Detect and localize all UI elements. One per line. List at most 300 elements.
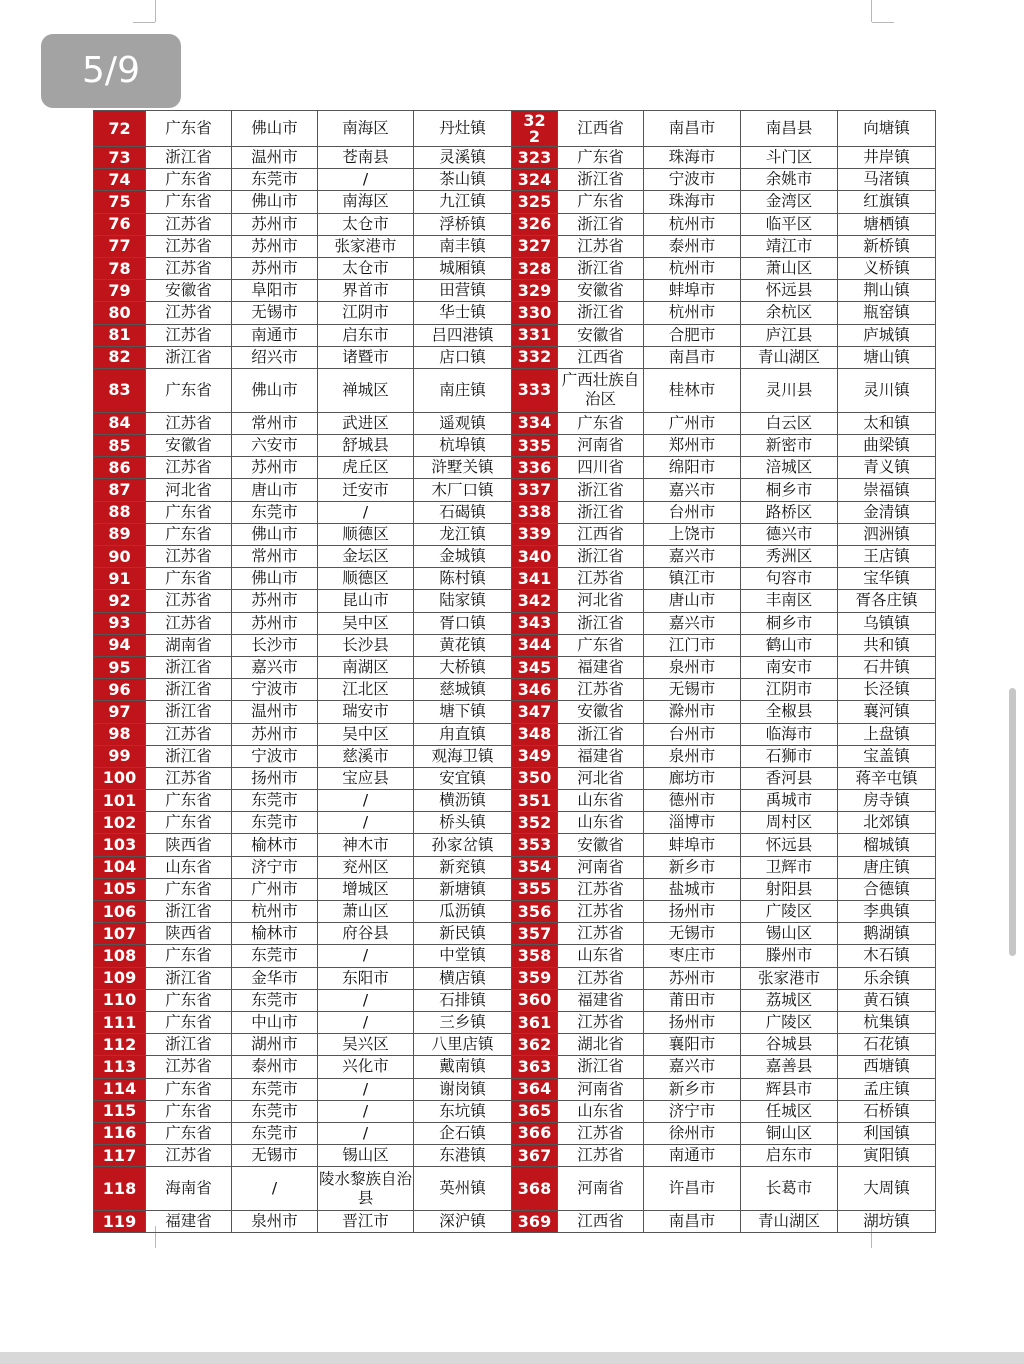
left-city-cell: 苏州市 [232,612,318,634]
right-town-cell: 宝华镇 [838,568,936,590]
left-district-cell: 金坛区 [318,546,414,568]
right-district-cell: 怀远县 [741,834,838,856]
left-town-cell: 遥观镇 [414,412,512,434]
left-city-cell: 济宁市 [232,856,318,878]
right-district-cell: 余姚市 [741,169,838,191]
left-city-cell: 苏州市 [232,457,318,479]
left-district-cell: 东阳市 [318,967,414,989]
right-city-cell: 珠海市 [644,191,741,213]
left-number-cell: 114 [94,1078,146,1100]
left-city-cell: 广州市 [232,878,318,900]
left-town-cell: 东港镇 [414,1145,512,1167]
right-province-cell: 安徽省 [558,701,644,723]
left-town-cell: 黄花镇 [414,634,512,656]
left-district-cell: 界首市 [318,280,414,302]
left-province-cell: 江苏省 [146,723,232,745]
right-city-cell: 桂林市 [644,368,741,412]
right-city-cell: 台州市 [644,501,741,523]
left-district-cell: / [318,812,414,834]
left-town-cell: 桥头镇 [414,812,512,834]
left-town-cell: 胥口镇 [414,612,512,634]
left-town-cell: 丹灶镇 [414,111,512,147]
right-number-cell: 364 [512,1078,558,1100]
right-city-cell: 郑州市 [644,435,741,457]
left-city-cell: 苏州市 [232,590,318,612]
right-number-cell: 340 [512,546,558,568]
right-town-cell: 西塘镇 [838,1056,936,1078]
left-province-cell: 江苏省 [146,546,232,568]
right-city-cell: 泉州市 [644,745,741,767]
left-district-cell: / [318,501,414,523]
table-row [94,1211,936,1233]
page-indicator: 5/9 [41,34,181,108]
left-number-cell: 79 [94,280,146,302]
right-number-cell: 331 [512,324,558,346]
right-city-cell: 莆田市 [644,989,741,1011]
left-number-cell: 88 [94,501,146,523]
left-city-cell: / [232,1167,318,1211]
right-number-cell: 368 [512,1167,558,1211]
right-province-cell: 浙江省 [558,479,644,501]
right-province-cell: 安徽省 [558,324,644,346]
left-province-cell: 陕西省 [146,923,232,945]
right-number-cell: 341 [512,568,558,590]
left-district-cell: 吴中区 [318,723,414,745]
right-town-cell: 石桥镇 [838,1100,936,1122]
right-city-cell: 廊坊市 [644,767,741,789]
left-town-cell: 八里店镇 [414,1034,512,1056]
right-province-cell: 山东省 [558,812,644,834]
left-number-cell: 106 [94,901,146,923]
left-city-cell: 东莞市 [232,169,318,191]
left-city-cell: 金华市 [232,967,318,989]
right-district-cell: 庐江县 [741,324,838,346]
right-district-cell: 锡山区 [741,923,838,945]
left-province-cell: 江苏省 [146,257,232,279]
right-district-cell: 新密市 [741,435,838,457]
left-town-cell: 九江镇 [414,191,512,213]
right-district-cell: 桐乡市 [741,612,838,634]
right-city-cell: 苏州市 [644,967,741,989]
right-district-cell: 金湾区 [741,191,838,213]
left-number-cell: 101 [94,790,146,812]
right-number-cell: 361 [512,1011,558,1033]
right-number-cell: 354 [512,856,558,878]
table-row [94,501,936,523]
right-district-cell: 鹤山市 [741,634,838,656]
left-number-cell: 100 [94,767,146,789]
right-number-cell: 363 [512,1056,558,1078]
right-province-cell: 广东省 [558,412,644,434]
left-city-cell: 泰州市 [232,1056,318,1078]
left-district-cell: 吴中区 [318,612,414,634]
left-number-cell: 110 [94,989,146,1011]
left-town-cell: 陈村镇 [414,568,512,590]
left-province-cell: 江苏省 [146,767,232,789]
table-row [94,546,936,568]
left-town-cell: 塘下镇 [414,701,512,723]
left-number-cell: 75 [94,191,146,213]
right-province-cell: 福建省 [558,989,644,1011]
left-city-cell: 佛山市 [232,568,318,590]
right-number-cell: 366 [512,1122,558,1144]
right-province-cell: 湖北省 [558,1034,644,1056]
right-town-cell: 宝盖镇 [838,745,936,767]
right-town-cell: 大周镇 [838,1167,936,1211]
right-district-cell: 嘉善县 [741,1056,838,1078]
left-number-cell: 92 [94,590,146,612]
left-number-cell: 116 [94,1122,146,1144]
right-province-cell: 浙江省 [558,257,644,279]
left-district-cell: 长沙县 [318,634,414,656]
right-province-cell: 山东省 [558,945,644,967]
left-district-cell: / [318,169,414,191]
left-province-cell: 江苏省 [146,213,232,235]
left-number-cell: 103 [94,834,146,856]
left-city-cell: 绍兴市 [232,346,318,368]
left-number-cell: 96 [94,679,146,701]
right-city-cell: 泰州市 [644,235,741,257]
right-town-cell: 红旗镇 [838,191,936,213]
right-number-cell: 359 [512,967,558,989]
left-number-cell: 117 [94,1145,146,1167]
table-row [94,213,936,235]
right-city-cell: 镇江市 [644,568,741,590]
left-province-cell: 河北省 [146,479,232,501]
right-town-cell: 上盘镇 [838,723,936,745]
right-district-cell: 射阳县 [741,878,838,900]
right-province-cell: 江苏省 [558,901,644,923]
left-town-cell: 企石镇 [414,1122,512,1144]
left-province-cell: 广东省 [146,169,232,191]
table-row [94,790,936,812]
right-town-cell: 新桥镇 [838,235,936,257]
left-city-cell: 东莞市 [232,1078,318,1100]
left-number-cell: 77 [94,235,146,257]
left-district-cell: 锡山区 [318,1145,414,1167]
table-row [94,1056,936,1078]
right-number-cell: 353 [512,834,558,856]
left-province-cell: 浙江省 [146,679,232,701]
right-town-cell: 金清镇 [838,501,936,523]
left-district-cell: 萧山区 [318,901,414,923]
left-town-cell: 英州镇 [414,1167,512,1211]
left-town-cell: 安宜镇 [414,767,512,789]
left-town-cell: 龙江镇 [414,523,512,545]
left-city-cell: 泉州市 [232,1211,318,1233]
right-town-cell: 襄河镇 [838,701,936,723]
left-province-cell: 广东省 [146,1078,232,1100]
left-city-cell: 常州市 [232,412,318,434]
left-town-cell: 金城镇 [414,546,512,568]
left-province-cell: 浙江省 [146,901,232,923]
right-town-cell: 北郊镇 [838,812,936,834]
left-town-cell: 新兖镇 [414,856,512,878]
left-district-cell: 陵水黎族自治县 [318,1167,414,1211]
right-province-cell: 浙江省 [558,213,644,235]
left-city-cell: 东莞市 [232,989,318,1011]
right-city-cell: 无锡市 [644,679,741,701]
left-town-cell: 慈城镇 [414,679,512,701]
left-province-cell: 海南省 [146,1167,232,1211]
crop-mark-top-left-horizontal [133,22,155,23]
right-district-cell: 长葛市 [741,1167,838,1211]
right-town-cell: 青义镇 [838,457,936,479]
right-town-cell: 瓶窑镇 [838,302,936,324]
left-number-cell: 72 [94,111,146,147]
left-province-cell: 浙江省 [146,967,232,989]
left-city-cell: 东莞市 [232,812,318,834]
left-number-cell: 115 [94,1100,146,1122]
table-row [94,147,936,169]
table-row [94,1100,936,1122]
left-town-cell: 城厢镇 [414,257,512,279]
left-district-cell: 南湖区 [318,656,414,678]
right-number-cell: 335 [512,435,558,457]
table-row [94,435,936,457]
right-number-cell: 343 [512,612,558,634]
left-district-cell: 迁安市 [318,479,414,501]
left-province-cell: 浙江省 [146,701,232,723]
left-province-cell: 广东省 [146,1122,232,1144]
right-district-cell: 卫辉市 [741,856,838,878]
left-province-cell: 广东省 [146,523,232,545]
left-district-cell: 宝应县 [318,767,414,789]
right-province-cell: 浙江省 [558,546,644,568]
right-town-cell: 房寺镇 [838,790,936,812]
right-town-cell: 乌镇镇 [838,612,936,634]
right-province-cell: 安徽省 [558,280,644,302]
right-city-cell: 泉州市 [644,656,741,678]
left-town-cell: 中堂镇 [414,945,512,967]
right-city-cell: 滁州市 [644,701,741,723]
left-town-cell: 南丰镇 [414,235,512,257]
left-province-cell: 安徽省 [146,435,232,457]
left-number-cell: 108 [94,945,146,967]
crop-mark-top-right-horizontal [872,22,894,23]
right-city-cell: 扬州市 [644,901,741,923]
left-district-cell: 舒城县 [318,435,414,457]
table-body [94,111,936,1233]
left-district-cell: 苍南县 [318,147,414,169]
right-town-cell: 共和镇 [838,634,936,656]
right-town-cell: 湖坊镇 [838,1211,936,1233]
right-town-cell: 胥各庄镇 [838,590,936,612]
left-town-cell: 新塘镇 [414,878,512,900]
left-number-cell: 82 [94,346,146,368]
right-town-cell: 荆山镇 [838,280,936,302]
right-district-cell: 白云区 [741,412,838,434]
right-number-cell: 329 [512,280,558,302]
right-district-cell: 桐乡市 [741,479,838,501]
right-district-cell: 怀远县 [741,280,838,302]
right-city-cell: 唐山市 [644,590,741,612]
left-district-cell: / [318,1011,414,1033]
right-province-cell: 山东省 [558,1100,644,1122]
right-number-cell: 325 [512,191,558,213]
right-district-cell: 石狮市 [741,745,838,767]
left-number-cell: 81 [94,324,146,346]
left-city-cell: 六安市 [232,435,318,457]
right-district-cell: 青山湖区 [741,346,838,368]
left-city-cell: 苏州市 [232,723,318,745]
right-town-cell: 唐庄镇 [838,856,936,878]
right-province-cell: 福建省 [558,745,644,767]
right-city-cell: 德州市 [644,790,741,812]
right-number-cell: 358 [512,945,558,967]
left-district-cell: / [318,1078,414,1100]
left-city-cell: 阜阳市 [232,280,318,302]
right-province-cell: 河南省 [558,435,644,457]
right-city-cell: 南昌市 [644,1211,741,1233]
table-row [94,1122,936,1144]
right-district-cell: 禹城市 [741,790,838,812]
right-number-cell: 369 [512,1211,558,1233]
left-province-cell: 浙江省 [146,147,232,169]
right-town-cell: 鹅湖镇 [838,923,936,945]
left-district-cell: 顺德区 [318,523,414,545]
right-number-cell: 32 2 [512,111,558,147]
left-town-cell: 石排镇 [414,989,512,1011]
table-row [94,901,936,923]
right-city-cell: 无锡市 [644,923,741,945]
left-province-cell: 广东省 [146,111,232,147]
right-district-cell: 秀洲区 [741,546,838,568]
right-city-cell: 扬州市 [644,1011,741,1033]
left-city-cell: 扬州市 [232,767,318,789]
left-number-cell: 119 [94,1211,146,1233]
left-number-cell: 105 [94,878,146,900]
table-row [94,923,936,945]
right-city-cell: 枣庄市 [644,945,741,967]
right-town-cell: 塘山镇 [838,346,936,368]
right-town-cell: 塘栖镇 [838,213,936,235]
left-number-cell: 83 [94,368,146,412]
scrollbar[interactable] [1009,688,1016,956]
table-row [94,568,936,590]
left-province-cell: 广东省 [146,368,232,412]
right-province-cell: 江苏省 [558,679,644,701]
left-city-cell: 无锡市 [232,302,318,324]
left-town-cell: 横店镇 [414,967,512,989]
table-row [94,1167,936,1211]
table-row [94,701,936,723]
right-district-cell: 临海市 [741,723,838,745]
left-district-cell: 武进区 [318,412,414,434]
left-province-cell: 广东省 [146,878,232,900]
table-row [94,1011,936,1033]
left-province-cell: 广东省 [146,568,232,590]
table-row [94,634,936,656]
left-district-cell: 太仓市 [318,257,414,279]
table-row [94,679,936,701]
right-district-cell: 临平区 [741,213,838,235]
right-province-cell: 浙江省 [558,612,644,634]
left-province-cell: 安徽省 [146,280,232,302]
crop-mark-top-right-vertical [871,0,872,22]
left-city-cell: 长沙市 [232,634,318,656]
left-city-cell: 苏州市 [232,235,318,257]
left-number-cell: 104 [94,856,146,878]
right-district-cell: 斗门区 [741,147,838,169]
right-city-cell: 珠海市 [644,147,741,169]
right-city-cell: 盐城市 [644,878,741,900]
table-row [94,767,936,789]
right-district-cell: 南昌县 [741,111,838,147]
left-province-cell: 江苏省 [146,1145,232,1167]
table-row [94,1078,936,1100]
right-number-cell: 324 [512,169,558,191]
left-province-cell: 山东省 [146,856,232,878]
right-city-cell: 合肥市 [644,324,741,346]
table-row [94,590,936,612]
left-district-cell: 禅城区 [318,368,414,412]
right-province-cell: 山东省 [558,790,644,812]
left-province-cell: 广东省 [146,812,232,834]
table-row [94,878,936,900]
left-city-cell: 温州市 [232,147,318,169]
right-city-cell: 绵阳市 [644,457,741,479]
left-number-cell: 95 [94,656,146,678]
left-town-cell: 木厂口镇 [414,479,512,501]
table-row [94,945,936,967]
right-town-cell: 太和镇 [838,412,936,434]
right-district-cell: 南安市 [741,656,838,678]
right-district-cell: 广陵区 [741,1011,838,1033]
left-city-cell: 佛山市 [232,368,318,412]
left-province-cell: 陕西省 [146,834,232,856]
table-row [94,856,936,878]
left-province-cell: 广东省 [146,945,232,967]
left-province-cell: 广东省 [146,1011,232,1033]
left-town-cell: 杭埠镇 [414,435,512,457]
left-city-cell: 东莞市 [232,501,318,523]
right-province-cell: 江西省 [558,523,644,545]
left-province-cell: 浙江省 [146,745,232,767]
right-number-cell: 349 [512,745,558,767]
right-province-cell: 福建省 [558,656,644,678]
right-number-cell: 357 [512,923,558,945]
left-town-cell: 浒墅关镇 [414,457,512,479]
left-province-cell: 江苏省 [146,1056,232,1078]
right-town-cell: 孟庄镇 [838,1078,936,1100]
right-province-cell: 江苏省 [558,1011,644,1033]
right-number-cell: 328 [512,257,558,279]
right-district-cell: 路桥区 [741,501,838,523]
table-row [94,457,936,479]
left-town-cell: 三乡镇 [414,1011,512,1033]
left-province-cell: 湖南省 [146,634,232,656]
left-province-cell: 广东省 [146,790,232,812]
table-row [94,235,936,257]
left-city-cell: 苏州市 [232,257,318,279]
right-city-cell: 杭州市 [644,257,741,279]
table-row [94,967,936,989]
right-town-cell: 李典镇 [838,901,936,923]
left-town-cell: 东坑镇 [414,1100,512,1122]
right-city-cell: 新乡市 [644,856,741,878]
table-row [94,834,936,856]
right-district-cell: 荔城区 [741,989,838,1011]
right-city-cell: 杭州市 [644,213,741,235]
right-province-cell: 江苏省 [558,923,644,945]
right-city-cell: 新乡市 [644,1078,741,1100]
left-town-cell: 孙家岔镇 [414,834,512,856]
right-town-cell: 榴城镇 [838,834,936,856]
left-number-cell: 90 [94,546,146,568]
right-city-cell: 蚌埠市 [644,834,741,856]
right-city-cell: 南昌市 [644,111,741,147]
